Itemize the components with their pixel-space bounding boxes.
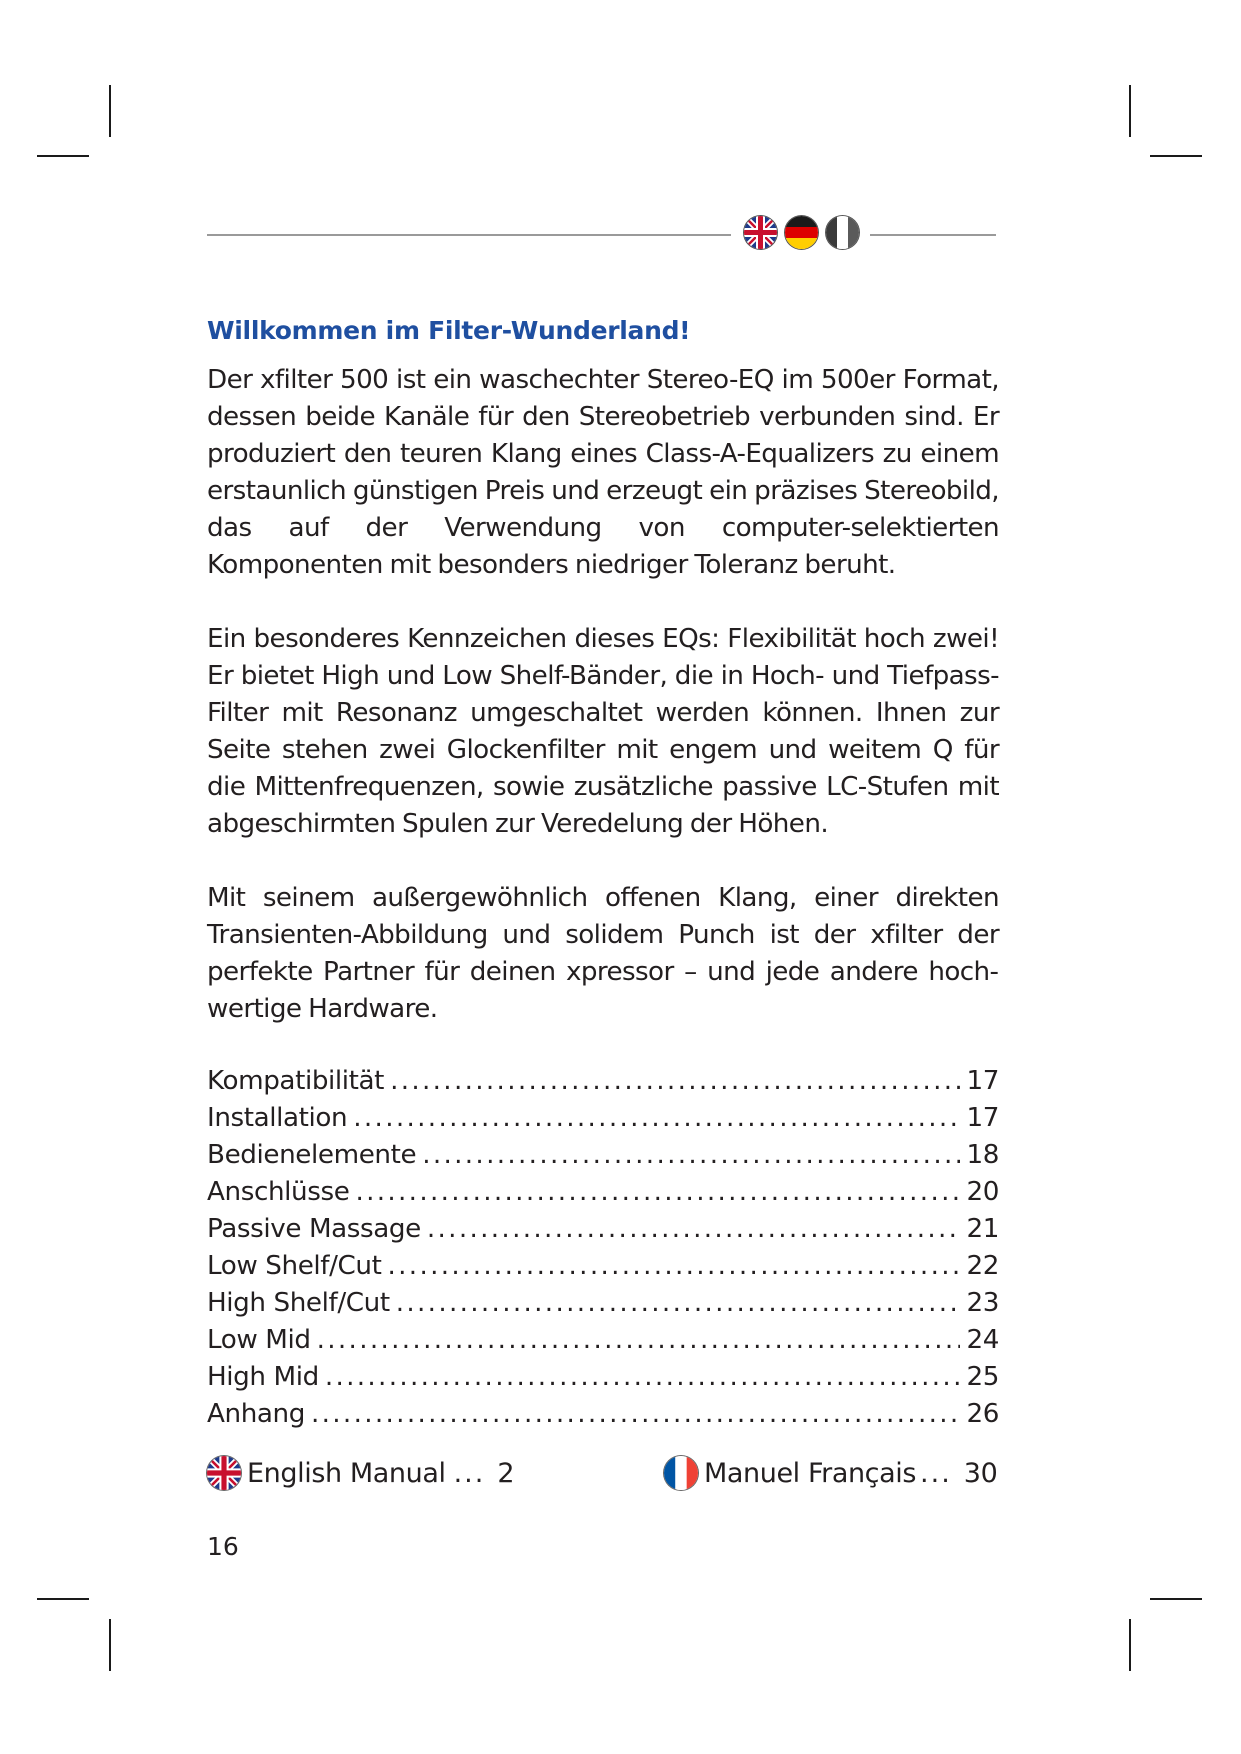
uk-flag-icon[interactable] bbox=[744, 216, 777, 249]
crop-mark bbox=[1129, 85, 1131, 137]
toc-entry[interactable] bbox=[207, 1103, 999, 1140]
intro-paragraph: Der xfilter 500 ist ein waschechter Stereo-EQ im 500er Format, dessen beide Kanäle für den Stereobetrieb verbunden sind. Er produziert den teuren Klang eines Class-A-Equalizers zu einem erstaunlich günstigen Preis und erzeugt ein präzises Stereobild, das auf der Verwendung von computer-selektierten Komponenten mit besonders niedriger Toleranz beruht. bbox=[207, 365, 999, 580]
toc-entry[interactable] bbox=[207, 1251, 999, 1288]
language-flags bbox=[744, 216, 859, 249]
toc-label: High Shelf/Cut bbox=[207, 1288, 390, 1318]
crop-mark bbox=[1129, 1619, 1131, 1671]
page-number: 16 bbox=[207, 1532, 239, 1561]
table-of-contents bbox=[207, 1066, 999, 1436]
toc-leader-dots bbox=[317, 1325, 961, 1355]
english-manual-dots: ... bbox=[453, 1457, 486, 1489]
english-manual-link[interactable] bbox=[207, 1456, 514, 1490]
toc-page-number: 26 bbox=[966, 1399, 999, 1429]
toc-leader-dots bbox=[355, 1177, 960, 1207]
france-flag-icon[interactable] bbox=[826, 216, 859, 249]
toc-label: Anschlüsse bbox=[207, 1177, 350, 1207]
toc-page-number: 18 bbox=[966, 1140, 999, 1170]
french-manual-label: Manuel Français bbox=[704, 1457, 917, 1489]
toc-page-number: 25 bbox=[966, 1362, 999, 1392]
toc-label: High Mid bbox=[207, 1362, 319, 1392]
toc-entry[interactable] bbox=[207, 1214, 999, 1251]
crop-mark bbox=[1150, 155, 1202, 157]
france-flag-icon bbox=[664, 1456, 698, 1490]
english-manual-label: English Manual bbox=[247, 1457, 446, 1489]
toc-leader-dots bbox=[388, 1251, 961, 1281]
toc-page-number: 23 bbox=[966, 1288, 999, 1318]
toc-entry[interactable] bbox=[207, 1288, 999, 1325]
toc-label: Anhang bbox=[207, 1399, 305, 1429]
toc-page-number: 17 bbox=[966, 1103, 999, 1133]
crop-mark bbox=[109, 1619, 111, 1671]
header-rule-right bbox=[870, 234, 996, 236]
toc-page-number: 24 bbox=[966, 1325, 999, 1355]
page-title: Willkommen im Filter-Wunderland! bbox=[207, 316, 691, 345]
toc-entry[interactable] bbox=[207, 1362, 999, 1399]
toc-leader-dots bbox=[325, 1362, 961, 1392]
toc-page-number: 22 bbox=[966, 1251, 999, 1281]
french-manual-page: 30 bbox=[963, 1457, 998, 1489]
toc-leader-dots bbox=[353, 1103, 960, 1133]
toc-entry[interactable] bbox=[207, 1325, 999, 1362]
toc-label: Bedienelemente bbox=[207, 1140, 417, 1170]
toc-entry[interactable] bbox=[207, 1140, 999, 1177]
toc-entry[interactable] bbox=[207, 1177, 999, 1214]
toc-page-number: 17 bbox=[966, 1066, 999, 1096]
toc-label: Passive Massage bbox=[207, 1214, 421, 1244]
toc-label: Low Shelf/Cut bbox=[207, 1251, 382, 1281]
crop-mark bbox=[109, 85, 111, 137]
french-manual-dots: ... bbox=[920, 1457, 952, 1489]
toc-leader-dots bbox=[422, 1140, 960, 1170]
toc-label: Installation bbox=[207, 1103, 348, 1133]
toc-page-number: 20 bbox=[966, 1177, 999, 1207]
toc-entry[interactable] bbox=[207, 1399, 999, 1436]
toc-entry[interactable] bbox=[207, 1066, 999, 1103]
toc-label: Low Mid bbox=[207, 1325, 311, 1355]
sound-paragraph: Mit seinem außergewöhnlich offenen Klang, einer direkten Transienten-Abbildung und solidem Punch ist der xfilter der perfekte Partner für deinen xpressor – und jede andere hochwertige Hardware. bbox=[207, 883, 999, 1024]
uk-flag-icon bbox=[207, 1456, 241, 1490]
crop-mark bbox=[37, 1598, 89, 1600]
english-manual-page: 2 bbox=[497, 1457, 515, 1489]
toc-leader-dots bbox=[390, 1066, 960, 1096]
toc-label: Kompatibilität bbox=[207, 1066, 385, 1096]
features-paragraph: Ein besonderes Kennzeichen dieses EQs: Flexibilität hoch zwei! Er bietet High und Low Shelf-Bänder, die in Hoch- und Tiefpass-Filter mit Resonanz umgeschaltet werden können. Ihnen zur Seite stehen zwei Glockenfilter mit engem und weitem Q für die Mittenfrequenzen, sowie zusätzliche passive LC-Stufen mit abgeschirmten Spulen zur Veredelung der Höhen. bbox=[207, 624, 999, 839]
crop-mark bbox=[1150, 1598, 1202, 1600]
toc-leader-dots bbox=[311, 1399, 960, 1429]
crop-mark bbox=[37, 155, 89, 157]
header-rule-left bbox=[207, 234, 731, 236]
french-manual-link[interactable] bbox=[664, 1456, 997, 1490]
germany-flag-icon[interactable] bbox=[785, 216, 818, 249]
toc-page-number: 21 bbox=[966, 1214, 999, 1244]
toc-leader-dots bbox=[427, 1214, 961, 1244]
toc-leader-dots bbox=[396, 1288, 961, 1318]
